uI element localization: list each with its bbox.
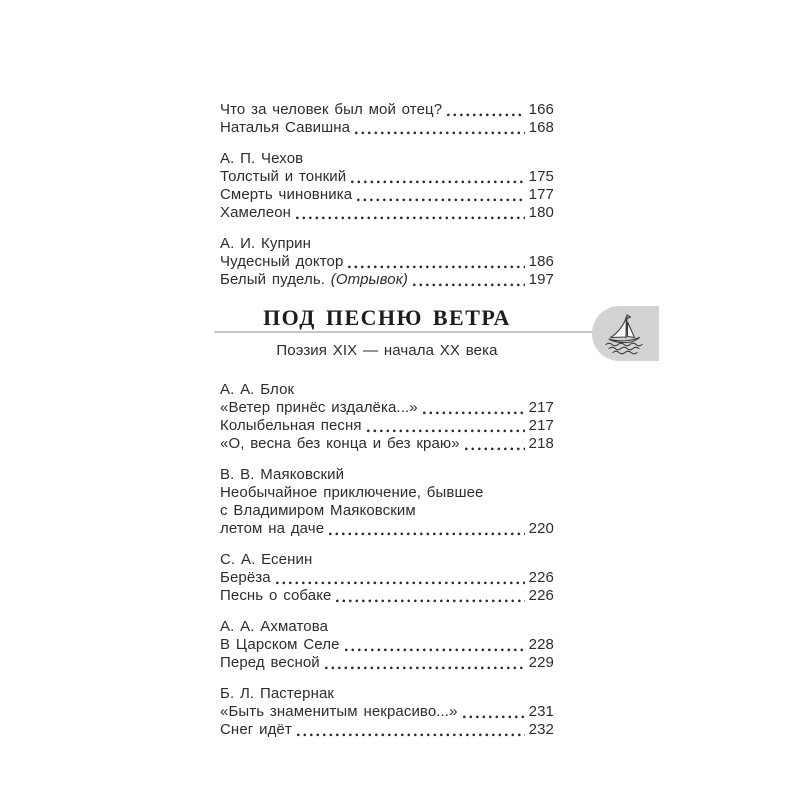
toc-entry xyxy=(220,569,554,587)
dot-leader xyxy=(325,666,525,670)
dot-leader xyxy=(357,198,525,202)
section-subtitle: Поэзия XIX — начала XX века xyxy=(276,342,498,359)
toc-section xyxy=(220,235,554,289)
toc-entry xyxy=(220,520,554,538)
page-number: 180 xyxy=(528,204,554,221)
page-number: 232 xyxy=(528,721,554,738)
dot-leader xyxy=(297,733,525,737)
toc-entry-title: Перед весной xyxy=(220,654,320,671)
dot-leader xyxy=(355,131,525,135)
toc-entry-title: Наталья Савишна xyxy=(220,119,351,136)
toc-entry xyxy=(220,587,554,605)
dot-leader xyxy=(329,532,525,536)
toc-entry-title: Берёза xyxy=(220,569,271,586)
toc-author: А. П. Чехов xyxy=(220,150,304,167)
toc-section xyxy=(220,618,554,672)
toc-entry-title: Толстый и тонкий xyxy=(220,168,347,185)
dot-leader xyxy=(463,715,525,719)
page-number: 220 xyxy=(528,520,554,537)
dot-leader xyxy=(351,180,525,184)
page-number: 217 xyxy=(528,417,554,434)
toc-entry-title: «Ветер принёс издалёка...» xyxy=(220,399,418,416)
toc-entry-title: Чудесный доктор xyxy=(220,253,344,270)
toc-entry xyxy=(220,435,554,453)
toc-entry-title: летом на даче xyxy=(220,520,325,537)
dot-leader xyxy=(296,216,525,220)
page-number: 228 xyxy=(528,636,554,653)
toc-section xyxy=(220,101,554,137)
section-rule xyxy=(214,331,596,333)
toc-entry-line: Необычайное приключение, бывшее xyxy=(220,484,484,501)
toc-bottom-list xyxy=(220,381,554,752)
page-number: 175 xyxy=(528,168,554,185)
page-number: 177 xyxy=(528,186,554,203)
toc-section xyxy=(220,381,554,453)
toc-entry xyxy=(220,204,554,222)
page-number: 231 xyxy=(528,703,554,720)
page-number: 226 xyxy=(528,587,554,604)
page-number: 218 xyxy=(528,435,554,452)
toc-entry-title: «Быть знаменитым некрасиво...» xyxy=(220,703,458,720)
page-number: 168 xyxy=(528,119,554,136)
toc-entry xyxy=(220,399,554,417)
section-tab xyxy=(592,306,659,361)
toc-entry-title-italic: (Отрывок) xyxy=(325,271,408,288)
toc-entry-title: Песнь о собаке xyxy=(220,587,332,604)
toc-section xyxy=(220,466,554,538)
page-number: 186 xyxy=(528,253,554,270)
toc-entry-title: «О, весна без конца и без краю» xyxy=(220,435,460,452)
toc-entry xyxy=(220,417,554,435)
toc-entry-title: Колыбельная песня xyxy=(220,417,362,434)
dot-leader xyxy=(447,113,525,117)
page-number: 166 xyxy=(528,101,554,118)
toc-entry-title: Что за человек был мой отец? xyxy=(220,101,443,118)
dot-leader xyxy=(348,265,525,269)
dot-leader xyxy=(276,581,525,585)
toc-author: А. А. Блок xyxy=(220,381,295,398)
dot-leader xyxy=(336,599,525,603)
dot-leader xyxy=(367,429,525,433)
toc-entry xyxy=(220,186,554,204)
toc-section xyxy=(220,551,554,605)
toc-entry-title: Смерть чиновника xyxy=(220,186,353,203)
toc-entry-title: Хамелеон xyxy=(220,204,292,221)
toc-entry xyxy=(220,271,554,289)
toc-entry-line: с Владимиром Маяковским xyxy=(220,502,416,519)
toc-author: А. А. Ахматова xyxy=(220,618,329,635)
toc-entry xyxy=(220,168,554,186)
toc-entry xyxy=(220,703,554,721)
toc-author: С. А. Есенин xyxy=(220,551,313,568)
toc-entry-title: В Царском Селе xyxy=(220,636,340,653)
page-number: 197 xyxy=(528,271,554,288)
toc-entry xyxy=(220,119,554,137)
toc-entry xyxy=(220,253,554,271)
toc-entry xyxy=(220,654,554,672)
page-number: 229 xyxy=(528,654,554,671)
page-number: 217 xyxy=(528,399,554,416)
section-title: ПОД ПЕСНЮ ВЕТРА xyxy=(263,305,511,330)
toc-section xyxy=(220,685,554,739)
toc-entry-title: Белый пудель. (Отрывок) xyxy=(220,271,408,288)
toc-top-list xyxy=(220,101,554,302)
dot-leader xyxy=(413,283,525,287)
toc-section xyxy=(220,150,554,222)
dot-leader xyxy=(423,411,525,415)
toc-author: А. И. Куприн xyxy=(220,235,312,252)
toc-entry xyxy=(220,636,554,654)
page-number: 226 xyxy=(528,569,554,586)
dot-leader xyxy=(465,447,525,451)
toc-entry xyxy=(220,101,554,119)
toc-author: Б. Л. Пастернак xyxy=(220,685,335,702)
sailboat-icon xyxy=(601,311,649,359)
toc-author: В. В. Маяковский xyxy=(220,466,345,483)
toc-entry-title: Снег идёт xyxy=(220,721,292,738)
toc-entry xyxy=(220,721,554,739)
dot-leader xyxy=(345,648,525,652)
